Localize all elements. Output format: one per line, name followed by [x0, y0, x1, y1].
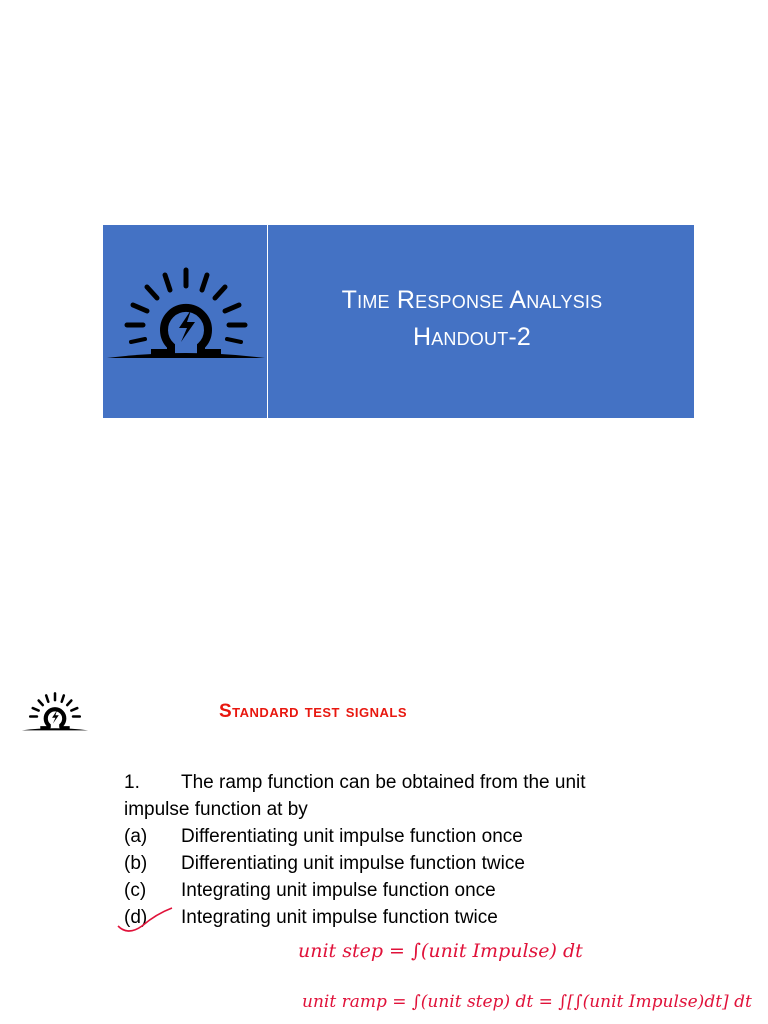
section-heading: Standard test signals [219, 701, 408, 722]
question-number: 1. [124, 772, 140, 793]
option-label: (c) [124, 880, 147, 901]
option-label: (d) [124, 907, 148, 928]
option-text: Differentiating unit impulse function once [181, 826, 523, 847]
question-text-line-1: The ramp function can be obtained from the unit [181, 772, 586, 793]
banner-title-line-1: Time Response Analysis [341, 286, 603, 314]
omega-sun-lightning-icon [105, 262, 267, 362]
banner-title-line-2: Handout-2 [412, 323, 532, 351]
option-text: Integrating unit impulse function once [181, 880, 496, 901]
banner-title [268, 282, 676, 356]
option-text: Integrating unit impulse function twice [181, 907, 498, 928]
question-stem-line-1 [124, 769, 684, 796]
handwritten-note-unit-step: unit step = ∫(unit Impulse) dt [298, 940, 583, 962]
question-block [124, 769, 684, 931]
option-label: (b) [124, 853, 148, 874]
question-text-line-2: impulse function at by [124, 799, 308, 820]
option-d [124, 904, 684, 931]
option-a [124, 823, 684, 850]
option-b [124, 850, 684, 877]
handwritten-note-unit-ramp: unit ramp = ∫(unit step) dt = ∫[∫(unit Impulse)dt] dt [302, 992, 752, 1012]
omega-sun-lightning-icon [20, 690, 90, 732]
option-text: Differentiating unit impulse function twice [181, 853, 525, 874]
option-label: (a) [124, 826, 148, 847]
option-c [124, 877, 684, 904]
